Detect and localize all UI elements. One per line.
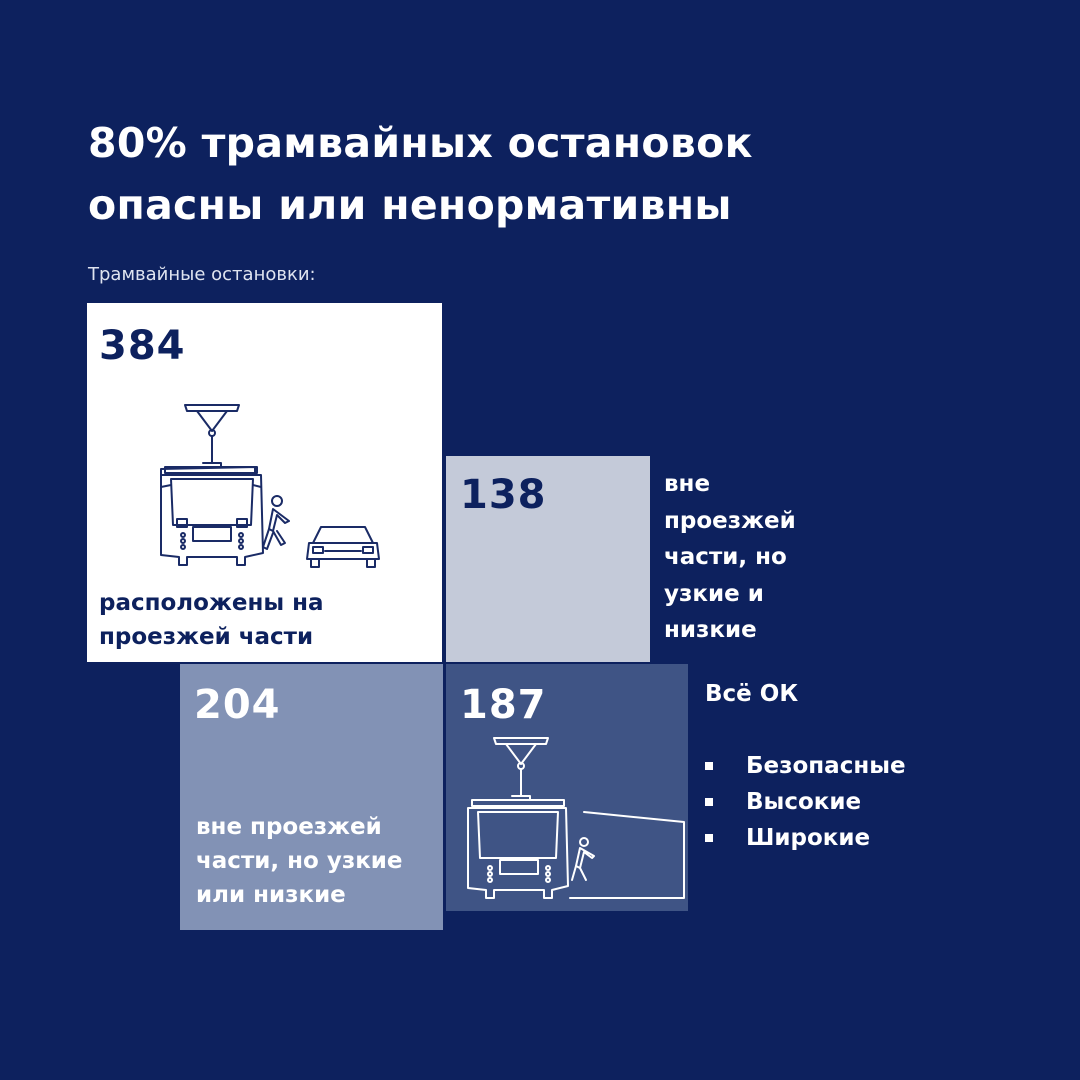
block-384-label: расположены на проезжей части [99, 590, 324, 650]
block-187-label: Всё ОК [705, 681, 799, 707]
block-138-label-line-1: вне [664, 471, 711, 497]
block-187 [446, 664, 688, 911]
block-204 [180, 664, 443, 930]
title-line-1: 80% трамвайных остановок [88, 119, 753, 167]
block-138-label-line-3: части, но [664, 544, 787, 570]
page-title [88, 112, 988, 236]
block-204-label-line-3: или низкие [196, 882, 346, 908]
tram-platform-icon [466, 734, 691, 904]
block-138-label-line-2: проезжей [664, 507, 796, 534]
block-204-value: 204 [194, 682, 281, 728]
block-138-label [664, 466, 864, 649]
block-138-value: 138 [460, 472, 547, 518]
block-384 [87, 303, 442, 662]
block-187-bullets [705, 748, 906, 856]
bullet-item [705, 748, 906, 784]
car-icon [305, 523, 381, 569]
block-204-label-line-1: вне проезжей [196, 814, 382, 840]
block-138 [446, 456, 650, 662]
block-138-label-line-5: низкие [664, 617, 757, 643]
bullet-item [705, 820, 906, 856]
bullet-text-2: Высокие [746, 789, 862, 815]
bullet-dot [705, 834, 713, 842]
pedestrian-icon [255, 493, 295, 563]
block-384-value: 384 [99, 323, 186, 369]
bullet-item [705, 784, 906, 820]
bullet-dot [705, 798, 713, 806]
block-204-label [196, 810, 436, 912]
title-line-2: опасны или ненормативны [88, 181, 732, 229]
block-187-value: 187 [460, 682, 547, 728]
bullet-text-3: Широкие [746, 825, 871, 851]
bullet-dot [705, 762, 713, 770]
bullet-text-1: Безопасные [746, 753, 906, 779]
block-204-label-line-2: части, но узкие [196, 848, 403, 874]
block-138-label-line-4: узкие и [664, 580, 764, 607]
chart-subtitle: Трамвайные остановки: [88, 264, 316, 285]
